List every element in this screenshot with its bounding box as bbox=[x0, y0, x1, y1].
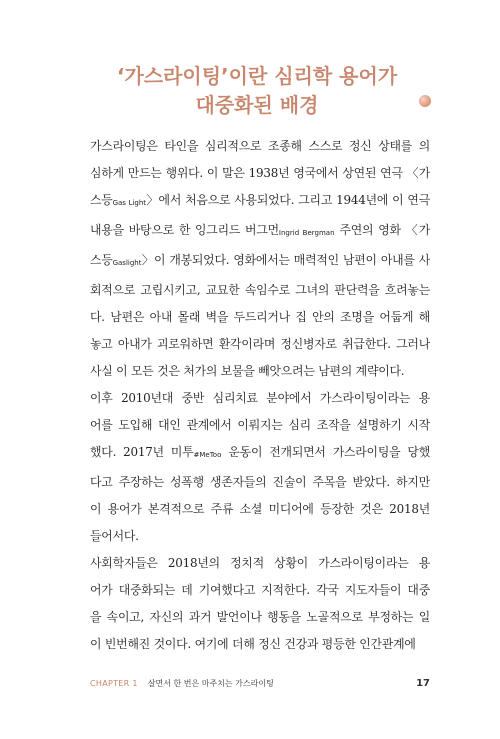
text-line bbox=[90, 187, 430, 217]
text-segment: 스등 bbox=[90, 253, 113, 267]
text-segment: 〉이 개봉되었다. 영화에서는 매력적인 남편이 아내를 사 bbox=[141, 253, 430, 267]
heading-line-1: ‘가스라이팅’이란 심리학 용어가 bbox=[116, 64, 398, 88]
text-segment: 했다. 2017년 미투 bbox=[90, 445, 194, 459]
body-text bbox=[90, 133, 430, 658]
text-line: 어를 도입해 대인 관계에서 이뤄지는 심리 조작을 설명하기 시작 bbox=[90, 418, 430, 432]
decorative-dot-icon bbox=[419, 95, 431, 107]
text-line: 들어서다. bbox=[90, 529, 139, 543]
text-line: 회적으로 고립시키고, 교묘한 속임수로 그녀의 판단력을 흐려놓는 bbox=[90, 283, 430, 297]
paragraph bbox=[90, 385, 430, 550]
text-line bbox=[90, 439, 430, 469]
text-line: 심하게 만드는 행위다. 이 말은 1938년 영국에서 상연된 연극 〈가 bbox=[90, 166, 430, 180]
text-segment: 내용을 바탕으로 한 잉그리드 버그먼 bbox=[90, 223, 279, 237]
original-term: Gas Light bbox=[112, 199, 147, 207]
original-term: #MeToo bbox=[193, 451, 222, 459]
text-line bbox=[90, 217, 430, 247]
chapter-title: 살면서 한 번은 마주치는 가스라이팅 bbox=[147, 679, 274, 688]
text-segment: 스등 bbox=[90, 193, 113, 207]
text-line: 가스라이팅은 타인을 심리적으로 조종해 스스로 정신 상태를 의 bbox=[90, 139, 430, 153]
page-footer bbox=[90, 676, 430, 692]
text-line bbox=[90, 247, 430, 277]
text-line: 이후 2010년대 중반 심리치료 분야에서 가스라이팅이라는 용 bbox=[90, 391, 430, 405]
text-line: 다. 남편은 아내 몰래 벽을 두드리거나 집 안의 조명을 어둡게 해 bbox=[90, 310, 430, 324]
text-line: 사회학자들은 2018년의 정치적 상황이 가스라이팅이라는 용 bbox=[90, 556, 430, 570]
text-line: 놓고 아내가 괴로워하면 환각이라며 정신병자로 취급한다. 그러나 bbox=[90, 337, 430, 351]
text-line: 어가 대중화되는 데 기여했다고 지적한다. 각국 지도자들이 대중 bbox=[90, 583, 430, 597]
chapter-label: CHAPTER 1 bbox=[90, 679, 138, 688]
text-segment: 주연의 영화 〈가 bbox=[334, 223, 430, 237]
text-line: 사실 이 모든 것은 처가의 보물을 빼앗으려는 남편의 계략이다. bbox=[90, 364, 405, 378]
original-term: Gaslight bbox=[112, 259, 142, 267]
text-segment: 〉에서 처음으로 사용되었다. 그리고 1944년에 이 연극 bbox=[146, 193, 430, 207]
original-term: Ingrid Bergman bbox=[278, 229, 335, 237]
paragraph bbox=[90, 133, 430, 385]
text-line: 다고 주장하는 성폭행 생존자들의 진술이 주목을 받았다. 하지만 bbox=[90, 475, 430, 489]
text-segment: 운동이 전개되면서 가스라이팅을 당했 bbox=[221, 445, 430, 459]
text-line: 이 용어가 본격적으로 주류 소셜 미디어에 등장한 것은 2018년 bbox=[90, 502, 430, 516]
text-line: 이 빈번해진 것이다. 여기에 더해 정신 건강과 평등한 인간관계에 bbox=[90, 637, 416, 651]
paragraph bbox=[90, 550, 430, 658]
page-number: 17 bbox=[416, 678, 430, 689]
text-line: 을 속이고, 자신의 과거 발언이나 행동을 노골적으로 부정하는 일 bbox=[90, 610, 430, 624]
section-heading bbox=[92, 62, 422, 120]
heading-line-2: 대중화된 배경 bbox=[195, 93, 319, 117]
